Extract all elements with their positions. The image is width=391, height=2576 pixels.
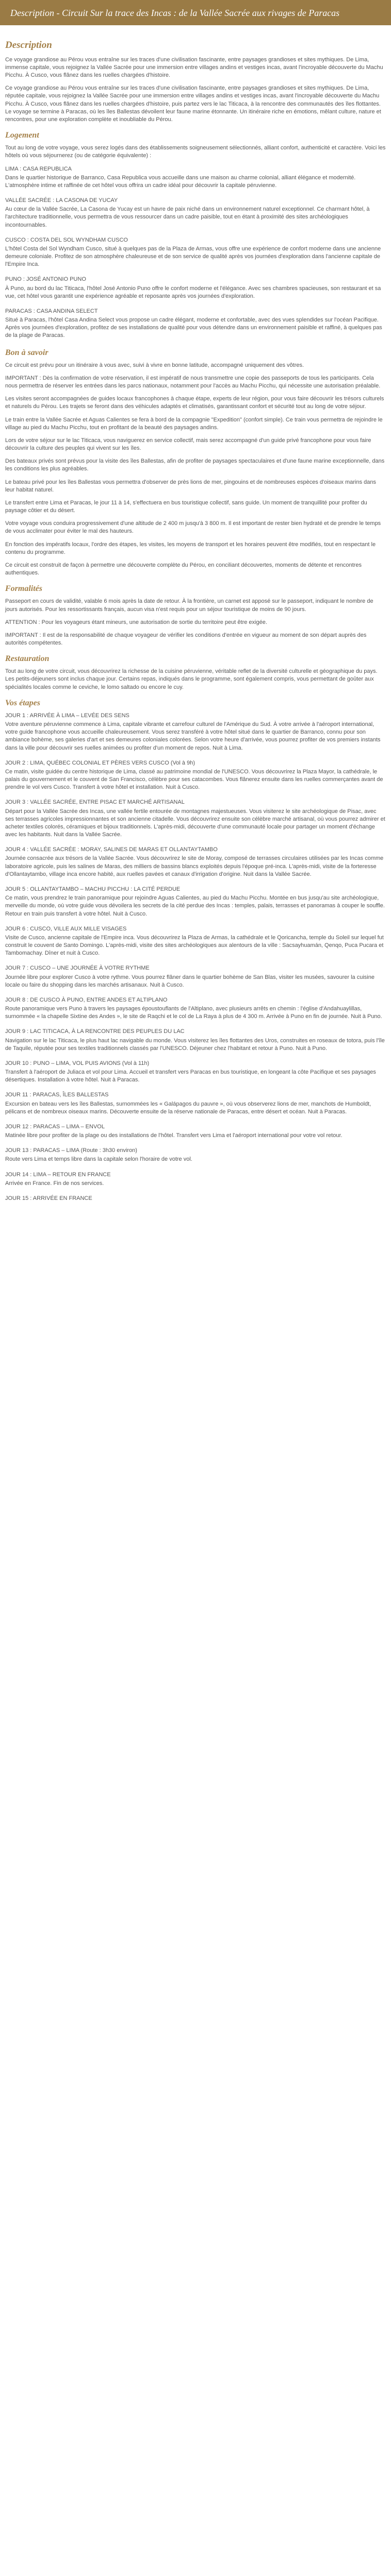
day-list <box>5 712 386 1202</box>
formalites-paragraph: IMPORTANT : Il est de la responsabilité de chaque voyageur de vérifier les conditions d'entrée en vigueur au moment de son départ auprès des autorités compétentes. <box>5 632 367 647</box>
hotel-item <box>5 236 386 269</box>
bon-paragraph: Ce circuit est prévu pour un itinéraire à vous avec, suivi à vivre en bonne latitude, accompagné uniquement des vôtres. <box>5 362 304 368</box>
day-title: JOUR 9 : LAC TITICACA, À LA RENCONTRE DES PEUPLES DU LAC <box>5 1028 185 1035</box>
bon-paragraph: Le bateau privé pour les îles Ballestas vous permettra d'observer de près lions de mer, pingouins et de nombreuses espèces d'oiseaux marins dans leur habitat naturel. <box>5 479 376 493</box>
bon-paragraph: Le train entre la Vallée Sacrée et Aguas Calientes se fera à bord de la compagnie "Expedition" (confort simple). Ce train vous permettra de rejoindre le village au pied du Machu Picchu, tout en profitant de la beauté des paysages andins. <box>5 416 383 431</box>
day-item <box>5 712 386 752</box>
day-title: JOUR 2 : LIMA, QUÉBEC COLONIAL ET PÈRES VERS CUSCO (Vol à 9h) <box>5 759 195 766</box>
day-text: Route panoramique vers Puno à travers les paysages époustouflants de l'Altiplano, avec plusieurs arrêts en chemin : l'église d'Andahuaylillas, surnommée « la chapelle Sixtine des Andes », le site de Raqchi et le col de La Raya à plus de 4 300 m. Arrivée à Puno en fin de journée. Nuit à Puno. <box>5 1006 382 1020</box>
day-title: JOUR 12 : PARACAS – LIMA – ENVOL <box>5 1123 105 1130</box>
day-item <box>5 886 386 918</box>
day-item <box>5 1123 386 1140</box>
day-title: JOUR 14 : LIMA – RETOUR EN FRANCE <box>5 1171 111 1178</box>
day-text: Départ pour la Vallée Sacrée des Incas, une vallée fertile entourée de montagnes majestueuses. Vous visiterez le site archéologique de Pisac, avec ses terrasses agricoles impressionnantes et son ancienne citadelle. Vous découvrirez ensuite son célèbre marché artisanal, où vous pourrez admirer et acheter textiles colorés, céramiques et bijoux traditionnels. L'après-midi, découverte d'une communauté locale pour partager un moment d'échange avec les habitants. Nuit dans la Vallée Sacrée. <box>5 808 385 838</box>
bon-paragraph: Les visites seront accompagnées de guides locaux francophones à chaque étape, experts de leur région, pour vous faire découvrir les trésors culturels et naturels du Pérou. Les trajets se feront dans des véhicules adaptés et climatisés, garantissant confort et sécurité tout au long de votre séjour. <box>5 396 384 410</box>
day-item <box>5 1091 386 1116</box>
day-item <box>5 1028 386 1053</box>
logement-text: Tout au long de votre voyage, vous serez logés dans des établissements soigneusement sélectionnés, alliant confort, authenticité et caractère. Voici les hôtels où vous séjournerez (ou de catégorie équivalente) : <box>5 145 386 159</box>
day-item <box>5 1171 386 1188</box>
day-item <box>5 846 386 878</box>
bon-paragraph: Votre voyage vous conduira progressivement d'une altitude de 2 400 m jusqu'à 3 800 m. Il est important de rester bien hydraté et de prendre le temps de vous acclimater pour éviter le mal des hauteurs. <box>5 520 381 535</box>
restauration-text: Tout au long de votre circuit, vous découvrirez la richesse de la cuisine péruvienne, véritable reflet de la diversité culturelle et géographique du pays. Les petits-déjeuners sont inclus chaque jour. Certains repas, indiqués dans le programme, sont également compris, vous permettant de goûter aux spécialités locales comme le ceviche, le lomo saltado ou encore le cuy. <box>5 668 378 690</box>
day-text: Journée consacrée aux trésors de la Vallée Sacrée. Vous découvrirez le site de Moray, composé de terrasses circulaires utilisées par les Incas comme laboratoire agricole, puis les salines de Maras, des milliers de bassins blancs exploités depuis l'époque pré-inca. L'après-midi, visite de la forteresse d'Ollantaytambo, village inca encore habité, aux ruelles pavées et canaux d'irrigation d'origine. Nuit dans la Vallée Sacrée. <box>5 855 384 877</box>
day-text: Navigation sur le lac Titicaca, le plus haut lac navigable du monde. Vous visiterez les îles flottantes des Uros, construites en roseaux de totora, puis l'île de Taquile, réputée pour ses textiles traditionnels classés par l'UNESCO. Déjeuner chez l'habitant et retour à Puno. Nuit à Puno. <box>5 1037 385 1052</box>
day-title: JOUR 3 : VALLÉE SACRÉE, ENTRE PISAC ET MARCHÉ ARTISANAL <box>5 799 185 806</box>
hotel-name: PUNO : JOSÉ ANTONIO PUNO <box>5 276 86 283</box>
day-title: JOUR 6 : CUSCO, VILLE AUX MILLE VISAGES <box>5 925 127 932</box>
bon-a-savoir-heading: Bon à savoir <box>5 348 48 357</box>
hotel-text: Au cœur de la Vallée Sacrée, La Casona de Yucay est un havre de paix niché dans un environnement naturel exceptionnel. Ce charmant hôtel, à l'architecture traditionnelle, vous permettra de vous ressourcer dans un cadre paisible, tout en étant à proximité des sites archéologiques incontournables. <box>5 206 370 228</box>
description-heading: Description <box>5 39 52 50</box>
programme-heading: Vos étapes <box>5 698 40 707</box>
page-header <box>0 0 391 25</box>
bon-paragraph: En fonction des impératifs locaux, l'ordre des étapes, les visites, les moyens de transport et les horaires peuvent être modifiés, tout en respectant le contenu du programme. <box>5 541 376 555</box>
hotel-text: L'hôtel Costa del Sol Wyndham Cusco, situé à quelques pas de la Plaza de Armas, vous offre une expérience de confort moderne dans une ancienne demeure coloniale. Profitez de son atmosphère chaleureuse et de son service de qualité après vos journées d'exploration dans l'ancienne capitale de l'Empire Inca. <box>5 245 381 268</box>
intro-paragraph-2: Ce voyage grandiose au Pérou vous entraîne sur les traces d'une civilisation fascinante, entre paysages grandioses et sites mythiques. De Lima, réputée capitale, vous rejoignez la Vallée Sacrée pour une immersion entre villages andins et vestiges incas, avant l'incroyable découverte du Machu Picchu. À Cusco, vous flânez dans les ruelles chargées d'histoire, puis partez vers le lac Titicaca, à la rencontre des communautés des îles flottantes. Le voyage se termine à Paracas, où les îles Ballestas dévoilent leur faune marine étonnante. Un itinéraire riche en émotions, mêlant culture, nature et rencontres, pour une exploration complète et inoubliable du Pérou. <box>5 85 381 123</box>
hotel-item <box>5 197 386 229</box>
day-text: Ce matin, vous prendrez le train panoramique pour rejoindre Aguas Calientes, au pied du Machu Picchu. Montée en bus jusqu'au site archéologique, merveille du monde, où votre guide vous dévoilera les secrets de la cité perdue des Incas : temples, palais, terrasses et panoramas à couper le souffle. Retour en train puis transfert à votre hôtel. Nuit à Cusco. <box>5 895 385 917</box>
day-item <box>5 799 386 839</box>
hotel-text: Situé à Paracas, l'hôtel Casa Andina Select vous propose un cadre élégant, moderne et confortable, avec des vues splendides sur l'océan Pacifique. Après vos journées d'exploration, profitez de ses installations de qualité pour vous détendre dans un environnement paisible et raffiné, à quelques pas de la plage de Paracas. <box>5 317 382 339</box>
content <box>0 25 391 1221</box>
hotel-item <box>5 276 386 300</box>
hotel-item <box>5 308 386 340</box>
day-item <box>5 1195 386 1202</box>
hotel-text: Dans le quartier historique de Barranco, Casa Republica vous accueille dans une maison au charme colonial, alliant élégance et modernité. L'atmosphère intime et raffinée de cet hôtel vous offrira un cadre idéal pour découvrir la capitale péruvienne. <box>5 174 356 189</box>
hotel-name: CUSCO : COSTA DEL SOL WYNDHAM CUSCO <box>5 236 128 243</box>
hotel-text: À Puno, au bord du lac Titicaca, l'hôtel José Antonio Puno offre le confort moderne et l'élégance. Avec ses chambres spacieuses, son restaurant et sa vue, cet hôtel vous garantit une expérience agréable et reposante après vos journées d'exploration. <box>5 285 381 299</box>
page-title: Description - Circuit Sur la trace des Incas : de la Vallée Sacrée aux rivages de Paracas <box>10 8 340 18</box>
formalites-heading: Formalités <box>5 584 43 594</box>
hotel-name: PARACAS : CASA ANDINA SELECT <box>5 308 98 314</box>
day-title: JOUR 4 : VALLÉE SACRÉE : MORAY, SALINES DE MARAS ET OLLANTAYTAMBO <box>5 846 218 853</box>
day-text: Route vers Lima et temps libre dans la capitale selon l'horaire de votre vol. <box>5 1156 192 1163</box>
day-item <box>5 1147 386 1163</box>
bon-paragraph: Ce circuit est construit de façon à permettre une découverte complète du Pérou, en conciliant découvertes, moments de détente et rencontres authentiques. <box>5 562 362 577</box>
day-text: Ce matin, visite guidée du centre historique de Lima, classé au patrimoine mondial de l'UNESCO. Vous découvrirez la Plaza Mayor, la cathédrale, le palais du gouvernement et le couvent de San Francisco, célèbre pour ses catacombes. Vous flânerez ensuite dans les ruelles commerçantes avant de prendre le vol vers Cusco. Transfert à votre hôtel et installation. Nuit à Cusco. <box>5 768 383 791</box>
day-item <box>5 1060 386 1084</box>
logement-heading: Logement <box>5 131 39 140</box>
formalites-paragraph: Passeport en cours de validité, valable 6 mois après la date de retour. À la frontière, un carnet est apposé sur le passeport, indiquant le nombre de jours autorisés. Pour les ressortissants français, aucun visa n'est requis pour un séjour touristique de moins de 90 jours. <box>5 598 373 613</box>
intro-paragraph-1: Ce voyage grandiose au Pérou vous entraîne sur les traces d'une civilisation fascinante, entre paysages grandioses et sites mythiques. De Lima, immense capitale, vous rejoignez la Vallée Sacrée pour une immersion entre villages andins et vestiges incas, avant l'incroyable découverte du Machu Picchu. À Cusco, vous flânez dans les ruelles chargées d'histoire. <box>5 56 383 79</box>
day-title: JOUR 1 : ARRIVÉE À LIMA – LEVÉE DES SENS <box>5 712 129 719</box>
hotel-name: LIMA : CASA REPUBLICA <box>5 165 72 172</box>
formalites-paragraph: ATTENTION : Pour les voyageurs étant mineurs, une autorisation de sortie du territoire peut être exigée. <box>5 619 267 625</box>
restauration-heading: Restauration <box>5 654 50 664</box>
day-title: JOUR 7 : CUSCO – UNE JOURNÉE À VOTRE RYTHME <box>5 965 150 972</box>
bon-paragraph: Lors de votre séjour sur le lac Titicaca, vous naviguerez en service collectif, mais serez accompagné d'un guide privé francophone pour vous faire découvrir la culture des peuples qui vivent sur les îles. <box>5 437 371 452</box>
day-item <box>5 964 386 989</box>
day-text: Visite de Cusco, ancienne capitale de l'Empire inca. Vous découvrirez la Plaza de Armas, la cathédrale et le Qoricancha, temple du Soleil sur lequel fut construit le couvent de Santo Domingo. L'après-midi, visite des sites archéologiques aux alentours de la ville : Sacsayhuamán, Qenqo, Puca Pucara et Tambomachay. Dîner et nuit à Cusco. <box>5 934 384 957</box>
bon-paragraph: Le transfert entre Lima et Paracas, le jour 11 à 14, s'effectuera en bus touristique collectif, sans guide. Un moment de tranquillité pour profiter du paysage côtier et du désert. <box>5 499 367 514</box>
day-text: Excursion en bateau vers les îles Ballestas, surnommées les « Galápagos du pauvre », où vous observerez lions de mer, manchots de Humboldt, pélicans et de nombreux oiseaux marins. Découverte ensuite de la réserve nationale de Paracas, entre désert et océan. Nuit à Paracas. <box>5 1100 371 1115</box>
hotel-name: VALLÉE SACRÉE : LA CASONA DE YUCAY <box>5 197 118 204</box>
day-title: JOUR 11 : PARACAS, ÎLES BALLESTAS <box>5 1092 109 1098</box>
day-item <box>5 996 386 1021</box>
day-item <box>5 925 386 958</box>
day-text: Matinée libre pour profiter de la plage ou des installations de l'hôtel. Transfert vers Lima et l'aéroport international pour votre vol retour. <box>5 1132 343 1139</box>
day-text: Journée libre pour explorer Cusco à votre rythme. Vous pourrez flâner dans le quartier bohème de San Blas, visiter les musées, savourer la cuisine locale ou faire du shopping dans les marchés artisanaux. Nuit à Cusco. <box>5 974 374 988</box>
bon-paragraph: IMPORTANT : Dès la confirmation de votre réservation, il est impératif de nous transmettre une copie des passeports de tous les participants. Cela nous permettra de réserver les entrées dans les parcs nationaux, notamment pour l'accès au Machu Picchu, qui nécessite une autorisation préalable. <box>5 375 381 389</box>
bon-paragraph: Des bateaux privés sont prévus pour la visite des îles Ballestas, afin de profiter de paysages spectaculaires et d'une faune marine exceptionnelle, dans les conditions les plus agréables. <box>5 458 385 472</box>
day-title: JOUR 8 : DE CUSCO À PUNO, ENTRE ANDES ET ALTIPLANO <box>5 996 168 1003</box>
day-title: JOUR 5 : OLLANTAYTAMBO – MACHU PICCHU : LA CITÉ PERDUE <box>5 886 181 892</box>
hotel-item <box>5 165 386 190</box>
hotel-list <box>5 165 386 340</box>
day-item <box>5 759 386 792</box>
day-text: Votre aventure péruvienne commence à Lima, capitale vibrante et carrefour culturel de l'Amérique du Sud. À votre arrivée à l'aéroport international, votre guide francophone vous accueille chaleureusement. Vous serez transféré à votre hôtel situé dans le quartier de Barranco, connu pour son ambiance bohème, ses galeries d'art et ses demeures coloniales colorées. Selon votre heure d'arrivée, vous pourrez profiter de vos premiers instants dans la ville pour découvrir ses ruelles animées ou profiter d'un moment de repos. Nuit à Lima. <box>5 721 381 751</box>
day-title: JOUR 13 : PARACAS – LIMA (Route : 3h30 environ) <box>5 1147 137 1154</box>
day-text: Transfert à l'aéroport de Juliaca et vol pour Lima. Accueil et transfert vers Paracas en bus touristique, en longeant la côte Pacifique et ses paysages désertiques. Installation à votre hôtel. Nuit à Paracas. <box>5 1069 376 1083</box>
day-title: JOUR 10 : PUNO – LIMA, VOL PUIS AVIONS (Vol à 11h) <box>5 1060 150 1066</box>
day-text: Arrivée en France. Fin de nos services. <box>5 1180 104 1187</box>
day-title: JOUR 15 : ARRIVÉE EN FRANCE <box>5 1195 92 1201</box>
